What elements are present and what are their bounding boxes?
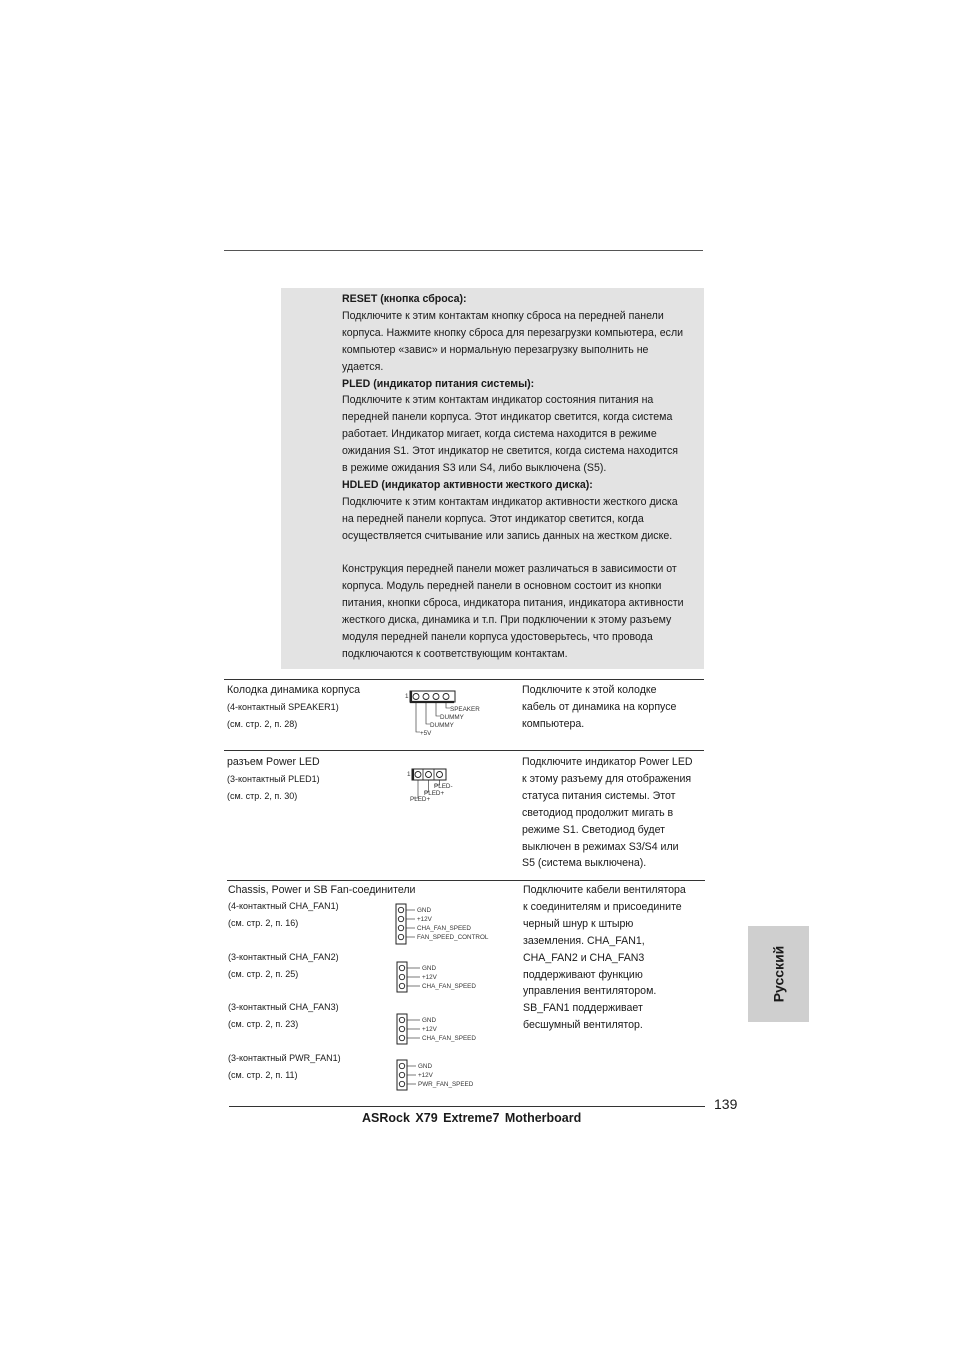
pled-line: Подключите к этим контактам индикатор состояния питания на xyxy=(342,394,654,407)
speaker-divider xyxy=(224,679,704,680)
pin-label: GND xyxy=(422,965,436,972)
powerled-label xyxy=(227,754,320,805)
cha-fan2-connector-diagram xyxy=(394,961,494,998)
pin-label: DUMMY xyxy=(430,722,454,729)
pin-label: CHA_FAN_SPEED xyxy=(417,925,471,932)
pin-one-label: 1 xyxy=(405,693,409,700)
hdled-heading: HDLED (индикатор активности жесткого диска): xyxy=(342,478,593,491)
description-line: выключен в режимах S3/S4 или xyxy=(522,840,679,853)
fans-divider xyxy=(227,880,705,881)
speaker-connector-diagram xyxy=(404,688,494,745)
pled-line: ожидания S1. Этот индикатор не светится, когда система находится xyxy=(342,445,678,458)
note-line: модуля передней панели корпуса удостоверьтесь, что провода xyxy=(342,631,653,644)
powerled-description xyxy=(522,754,693,872)
pin-label: CHA_FAN_SPEED xyxy=(422,983,476,990)
pin-label: PLED+ xyxy=(410,796,431,803)
top-divider xyxy=(224,250,703,251)
page-number: 139 xyxy=(714,1096,738,1112)
note-line: питания, кнопки сброса, индикатора питания, индикатора активности xyxy=(342,597,684,610)
cha-fan1-label xyxy=(228,898,339,932)
footer-divider xyxy=(229,1106,705,1107)
cha-fan1-pin-count: (4-контактный CHA_FAN1) xyxy=(228,901,339,911)
pin-label: GND xyxy=(418,1063,432,1070)
description-line: к соединителям и присоедините xyxy=(523,900,682,913)
pin-label: +12V xyxy=(418,1072,433,1079)
description-line: Подключите индикатор Power LED xyxy=(522,756,693,768)
description-line: управления вентилятором. xyxy=(523,985,657,998)
description-line: бесшумный вентилятор. xyxy=(523,1019,643,1032)
reset-line: корпуса. Нажмите кнопку сброса для перезагрузки компьютера, если xyxy=(342,326,684,339)
pwr-fan1-connector-diagram xyxy=(394,1059,494,1096)
cha-fan2-pin-count: (3-контактный CHA_FAN2) xyxy=(228,952,339,962)
cha-fan3-label xyxy=(228,999,339,1033)
powerled-title: разъем Power LED xyxy=(227,756,320,768)
pled-heading: PLED (индикатор питания системы): xyxy=(342,377,535,390)
note-line: Конструкция передней панели может различаться в зависимости от xyxy=(342,563,677,576)
speaker-label xyxy=(227,682,360,733)
description-line: черный шнур к штырю xyxy=(523,917,634,930)
powerled-connector-diagram xyxy=(406,766,476,811)
reset-line: удается. xyxy=(342,360,384,373)
pin-label: DUMMY xyxy=(440,714,464,721)
reset-line: Подключите к этим контактам кнопку сброса на передней панели xyxy=(342,309,664,322)
description-line: статуса питания системы. Этот xyxy=(522,789,676,802)
pin-label: GND xyxy=(417,907,431,914)
fans-title: Chassis, Power и SB Fan-соединители xyxy=(228,884,416,896)
speaker-page-ref: (см. стр. 2, п. 28) xyxy=(227,718,298,729)
pwr-fan1-page-ref: (см. стр. 2, п. 11) xyxy=(228,1069,298,1080)
cha-fan3-page-ref: (см. стр. 2, п. 23) xyxy=(228,1018,299,1029)
footer-title: ASRock X79 Extreme7 Motherboard xyxy=(362,1111,582,1125)
reset-heading: RESET (кнопка сброса): xyxy=(342,293,467,305)
speaker-pin-count: (4-контактный SPEAKER1) xyxy=(227,701,339,712)
description-line: заземления. CHA_FAN1, xyxy=(523,934,645,947)
pled-line: передней панели корпуса. Этот индикатор светится, когда система xyxy=(342,411,673,424)
description-line: режиме S1. Светодиод будет xyxy=(522,823,665,836)
description-line: CHA_FAN2 и CHA_FAN3 xyxy=(523,951,645,964)
reset-line: компьютер «завис» и нормальную перезагрузку выполнить не xyxy=(342,343,649,356)
cha-fan1-page-ref: (см. стр. 2, п. 16) xyxy=(228,917,299,928)
description-line: S5 (система выключена). xyxy=(522,857,647,870)
hdled-line: Подключите к этим контактам индикатор активности жесткого диска xyxy=(342,495,678,508)
pin-one-label: 1 xyxy=(407,771,411,778)
pin-label: PLED- xyxy=(434,783,453,790)
cha-fan1-connector-diagram xyxy=(393,903,505,950)
pin-label: +12V xyxy=(422,974,437,981)
pin-label: +5V xyxy=(420,730,432,737)
pin-label: CHA_FAN_SPEED xyxy=(422,1035,476,1042)
cha-fan2-label xyxy=(228,949,339,983)
language-tab-label: Русский xyxy=(770,945,787,1003)
description-line: Подключите к этой колодке xyxy=(522,684,657,696)
cha-fan3-pin-count: (3-контактный CHA_FAN3) xyxy=(228,1002,339,1012)
speaker-title: Колодка динамика корпуса xyxy=(227,684,361,696)
description-line: светодиод продолжит мигать в xyxy=(522,806,674,819)
note-line: корпуса. Модуль передней панели в основном состоит из кнопки xyxy=(342,580,662,593)
hdled-line: на передней панели корпуса. Этот индикатор светится, когда xyxy=(342,512,644,525)
pwr-fan1-pin-count: (3-контактный PWR_FAN1) xyxy=(228,1053,341,1063)
pin-label: +12V xyxy=(422,1026,437,1033)
cha-fan2-page-ref: (см. стр. 2, п. 25) xyxy=(228,968,299,979)
description-line: SB_FAN1 поддерживает xyxy=(523,1002,643,1015)
cha-fan3-connector-diagram xyxy=(394,1013,494,1050)
description-line: Подключите кабели вентилятора xyxy=(523,884,686,896)
speaker-description xyxy=(522,682,676,733)
pin-label: PWR_FAN_SPEED xyxy=(418,1081,474,1088)
front-panel-info-text xyxy=(342,291,708,663)
note-line: жесткого диска, динамика и т.п. При подключении к этому разъему xyxy=(342,614,672,627)
description-line: кабель от динамика на корпусе xyxy=(522,700,677,713)
language-tab xyxy=(748,926,809,1022)
pin-label: SPEAKER xyxy=(450,706,480,713)
powerled-page-ref: (см. стр. 2, п. 30) xyxy=(227,790,298,801)
pin-label: +12V xyxy=(417,916,432,923)
note-line: подключаются к соответствующим контактам. xyxy=(342,648,568,661)
pin-label: PLED+ xyxy=(424,790,445,797)
pwr-fan1-label xyxy=(228,1050,341,1084)
pled-line: работает. Индикатор мигает, когда система находится в режиме xyxy=(342,428,657,441)
pin-label: FAN_SPEED_CONTROL xyxy=(417,934,489,941)
hdled-line: осуществляется считывание или запись данных на жестком диске. xyxy=(342,529,673,542)
pin-label: GND xyxy=(422,1017,436,1024)
fans-description xyxy=(523,882,686,1034)
description-line: компьютера. xyxy=(522,717,585,730)
pled-line: в режиме ожидания S3 или S4, либо выключена (S5). xyxy=(342,462,607,475)
powerled-divider xyxy=(224,750,704,751)
description-line: поддерживают функцию xyxy=(523,968,643,981)
description-line: к этому разъему для отображения xyxy=(522,772,692,785)
powerled-pin-count: (3-контактный PLED1) xyxy=(227,773,320,784)
